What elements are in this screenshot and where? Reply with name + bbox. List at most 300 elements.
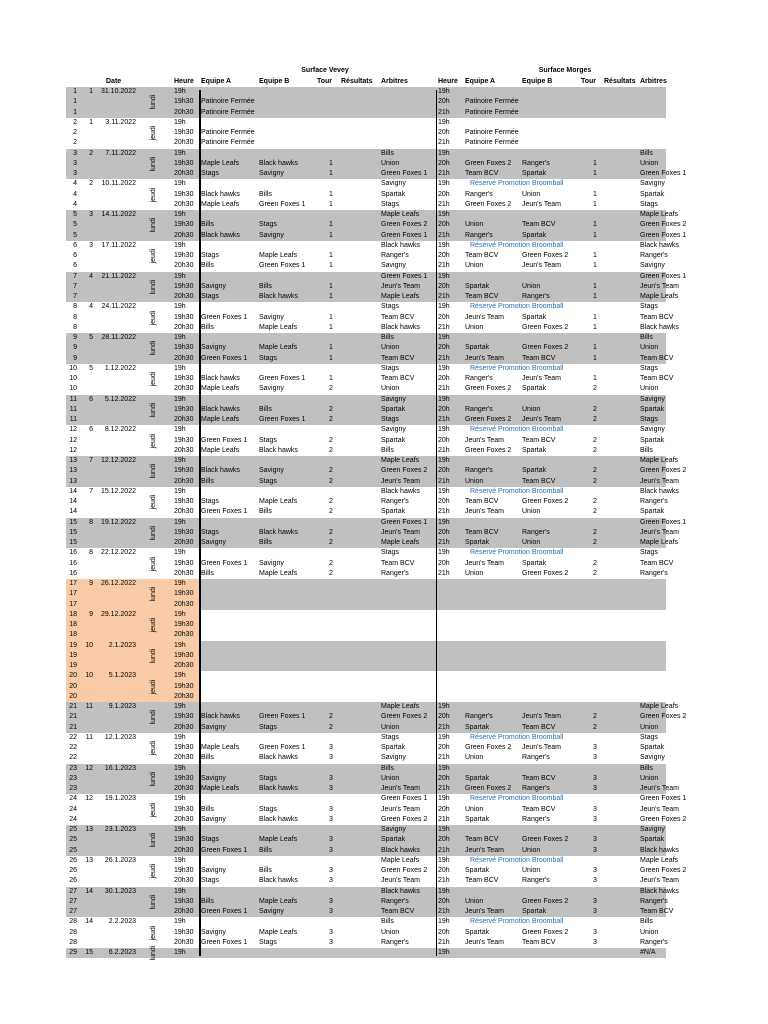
team-b-morges: Green Foxes 2 (522, 344, 569, 352)
header-tour: Tour (317, 78, 333, 85)
team-a-morges (465, 825, 521, 835)
referee-vevey (381, 97, 436, 107)
time-morges: 20h (438, 498, 450, 505)
team-a-vevey: Black hawks (201, 190, 240, 198)
weekday-label: jeudi (150, 863, 157, 879)
header-date: Date (106, 78, 122, 85)
team-b-morges (522, 825, 578, 835)
time-vevey: 19h30 (174, 436, 194, 444)
match-date: 16.1.2023 (104, 764, 136, 772)
time-morges: 19h (438, 703, 450, 710)
match-date: 12.1.2023 (104, 733, 136, 741)
round-vevey: 2 (329, 498, 333, 505)
referee-vevey: Union (381, 723, 400, 731)
referee-morges: Savigny (640, 826, 665, 833)
team-b-morges: Team BCV (522, 436, 556, 444)
referee-morges (640, 579, 695, 589)
team-a-vevey: Savigny (201, 282, 226, 290)
time-morges: 19h (438, 395, 450, 403)
match-number: 10 (69, 375, 77, 382)
team-a-vevey (201, 610, 257, 620)
team-b-morges (522, 600, 578, 610)
referee-morges: Jeun's Team (640, 528, 679, 536)
team-b-vevey (259, 149, 315, 159)
match-number: 4 (73, 180, 77, 188)
team-a-vevey: Stags (201, 528, 219, 536)
time-morges: 20h (438, 313, 450, 321)
referee-morges (640, 641, 695, 651)
team-b-morges: Green Foxes 2 (522, 897, 569, 905)
round-vevey: 1 (329, 293, 333, 300)
team-a-morges (465, 620, 521, 630)
time-vevey: 19h30 (174, 129, 194, 136)
match-date: 5.1.2023 (108, 672, 136, 680)
time-morges: 20h (438, 282, 450, 290)
team-b-morges: Green Foxes 2 (522, 928, 569, 936)
time-morges: 19h (438, 487, 450, 495)
header-equipe-a-morges: Equipe A (465, 78, 496, 85)
referee-morges: Team BCV (640, 313, 674, 321)
team-b-morges (522, 589, 578, 599)
team-b-vevey (259, 887, 315, 897)
team-a-vevey (201, 456, 257, 466)
round-morges: 1 (593, 262, 597, 270)
time-morges: 20h (438, 528, 450, 536)
team-b-vevey: Stags (259, 221, 277, 229)
round-morges (593, 702, 601, 712)
round-morges: 2 (593, 477, 597, 485)
round-vevey (329, 825, 337, 835)
team-b-vevey: Maple Leafs (259, 344, 298, 352)
team-b-vevey (259, 395, 315, 405)
time-vevey: 20h30 (174, 785, 194, 792)
time-morges: 21h (438, 477, 450, 485)
referee-vevey: Savigny (381, 826, 406, 833)
round-vevey: 2 (329, 436, 333, 444)
team-b-morges: Ranger's (522, 785, 550, 792)
referee-vevey: Jeun's Team (381, 805, 420, 813)
team-a-vevey (201, 589, 257, 599)
round-vevey: 1 (329, 313, 333, 321)
match-number: 11 (69, 416, 77, 423)
team-a-vevey: Green Foxes 1 (201, 354, 248, 362)
team-b-vevey (259, 600, 315, 610)
match-number: 20 (69, 672, 77, 680)
match-date: 31.10.2022 (100, 88, 136, 95)
referee-morges: Jeun's Team (640, 477, 679, 485)
time-vevey: 19h (174, 672, 186, 680)
time-morges: 19h (438, 303, 450, 311)
team-a-vevey (201, 302, 257, 312)
round-vevey (329, 702, 337, 712)
referee-vevey: Spartak (381, 405, 406, 413)
referee-vevey: Savigny (381, 426, 406, 434)
match-number: 22 (69, 733, 77, 741)
match-number: 8 (73, 303, 77, 311)
referee-morges (640, 682, 695, 692)
time-morges: 20h (438, 436, 450, 444)
time-vevey: 19h (174, 211, 186, 218)
round-morges: 1 (593, 170, 597, 177)
referee-vevey: Green Foxes 2 (381, 713, 428, 721)
referee-morges: Spartak (640, 836, 665, 844)
round-morges (593, 671, 601, 681)
team-b-morges: Team BCV (522, 774, 556, 782)
team-b-vevey: Maple Leafs (259, 897, 298, 905)
match-number: 7 (73, 293, 77, 300)
team-a-morges (465, 589, 521, 599)
team-a-morges: Team BCV (465, 170, 499, 177)
time-vevey: 20h30 (174, 108, 194, 116)
time-morges: 20h (438, 190, 450, 198)
round-vevey (329, 108, 337, 118)
referee-vevey: Stags (381, 200, 399, 208)
time-vevey: 19h30 (174, 713, 194, 721)
round-vevey: 2 (329, 508, 333, 516)
weekday-label: lundi (150, 771, 157, 787)
team-b-morges (522, 764, 578, 774)
referee-vevey: Spartak (381, 836, 406, 844)
match-date: 26.1.2023 (104, 856, 136, 864)
round-vevey: 2 (329, 477, 333, 485)
time-morges: 20h (438, 252, 450, 259)
match-number: 9 (73, 334, 77, 341)
time-vevey: 19h (174, 580, 186, 587)
round-vevey (329, 579, 337, 589)
team-b-vevey: Bills (259, 190, 272, 198)
team-a-morges (465, 579, 521, 589)
round-vevey: 3 (329, 774, 333, 782)
time-morges: 21h (438, 108, 450, 116)
team-a-vevey: Green Foxes 1 (201, 313, 248, 321)
team-b-morges: Spartak (522, 559, 547, 567)
match-number: 15 (69, 518, 77, 526)
team-b-vevey (259, 702, 315, 712)
round-vevey: 1 (329, 170, 333, 177)
week-number: 10 (85, 672, 93, 680)
team-a-morges: Green Foxes 2 (465, 744, 512, 751)
time-morges (438, 589, 464, 599)
promotion-reserved: Réservé Promotion Broomball (470, 241, 564, 249)
team-a-morges: Patinoire Fermée (465, 129, 519, 136)
team-b-morges (522, 179, 578, 189)
match-number: 6 (73, 252, 77, 259)
match-number: 21 (69, 713, 77, 721)
referee-morges: Bills (640, 764, 653, 772)
match-number: 16 (69, 559, 77, 567)
time-morges: 20h (438, 867, 450, 874)
team-a-morges: Patinoire Fermée (465, 98, 519, 106)
round-vevey: 2 (329, 539, 333, 546)
time-vevey: 19h30 (174, 282, 194, 290)
team-a-morges (465, 682, 521, 692)
promotion-reserved: Réservé Promotion Broomball (470, 303, 564, 311)
round-vevey: 2 (329, 569, 333, 577)
team-a-vevey: Maple Leafs (201, 744, 240, 751)
match-number: 27 (69, 887, 77, 895)
round-morges (593, 272, 601, 282)
team-a-vevey: Maple Leafs (201, 385, 240, 393)
team-a-vevey: Black hawks (201, 467, 240, 475)
match-number: 5 (73, 221, 77, 229)
round-morges: 2 (593, 539, 597, 546)
week-number: 1 (89, 88, 93, 95)
team-a-morges (465, 600, 521, 610)
round-vevey: 1 (329, 159, 333, 167)
round-vevey: 3 (329, 846, 333, 854)
round-morges: 3 (593, 846, 597, 854)
referee-morges: Green Foxes 2 (640, 815, 687, 823)
promotion-reserved: Réservé Promotion Broomball (470, 364, 564, 372)
weekday-label: lundi (150, 402, 157, 418)
team-a-vevey (201, 118, 257, 128)
match-number: 12 (69, 426, 77, 434)
time-vevey: 19h (174, 118, 186, 126)
weekday-label: jeudi (150, 433, 157, 449)
time-vevey: 19h (174, 610, 186, 618)
round-morges (593, 518, 601, 528)
referee-vevey (381, 948, 436, 958)
round-vevey: 3 (329, 867, 333, 874)
team-a-morges (465, 671, 521, 681)
time-vevey: 19h30 (174, 98, 194, 106)
round-vevey (329, 764, 337, 774)
referee-morges: Black hawks (640, 241, 679, 249)
match-date: 3.11.2022 (105, 118, 136, 126)
time-morges: 19h (438, 549, 450, 557)
time-vevey: 19h30 (174, 375, 194, 382)
team-b-vevey (259, 661, 315, 671)
team-a-vevey: Maple Leafs (201, 200, 240, 208)
match-number: 6 (73, 262, 77, 270)
referee-vevey: Black hawks (381, 887, 420, 895)
match-number: 22 (69, 744, 77, 751)
team-b-vevey (259, 692, 315, 702)
referee-vevey: Team BCV (381, 559, 415, 567)
round-vevey: 3 (329, 938, 333, 946)
time-morges: 20h (438, 221, 450, 229)
referee-vevey: Stags (381, 416, 399, 423)
round-vevey (329, 302, 337, 312)
round-vevey: 1 (329, 323, 333, 331)
promotion-reserved: Réservé Promotion Broomball (470, 856, 564, 864)
team-b-morges (522, 302, 578, 312)
team-b-morges (522, 702, 578, 712)
time-morges: 21h (438, 723, 450, 731)
round-morges: 3 (593, 867, 597, 874)
referee-morges: Bills (640, 446, 653, 454)
week-number: 13 (85, 826, 93, 833)
team-a-vevey (201, 620, 257, 630)
team-a-vevey (201, 518, 257, 528)
referee-vevey: Spartak (381, 190, 406, 198)
team-a-vevey: Stags (201, 498, 219, 505)
time-vevey: 19h30 (174, 805, 194, 813)
team-b-vevey (259, 589, 315, 599)
team-a-vevey: Maple Leafs (201, 416, 240, 423)
referee-vevey: Spartak (381, 744, 406, 751)
round-vevey (329, 138, 337, 148)
time-morges: 19h (438, 118, 450, 126)
team-a-morges (465, 661, 521, 671)
referee-morges: Green Foxes 2 (640, 221, 687, 229)
round-vevey: 1 (329, 344, 333, 352)
team-a-vevey: Stags (201, 877, 219, 885)
match-number: 9 (73, 344, 77, 352)
time-vevey: 19h (174, 949, 186, 956)
referee-morges: Stags (640, 303, 658, 311)
team-a-vevey: Savigny (201, 723, 226, 731)
referee-vevey: Green Foxes 2 (381, 867, 428, 874)
round-morges (593, 456, 601, 466)
team-a-morges: Jeun's Team (465, 559, 504, 567)
team-b-vevey: Maple Leafs (259, 498, 298, 505)
round-morges: 1 (593, 375, 597, 382)
team-a-morges: Jeun's Team (465, 354, 504, 362)
round-morges: 3 (593, 815, 597, 823)
time-vevey: 19h (174, 272, 186, 280)
team-b-morges: Union (522, 846, 541, 854)
team-a-vevey: Savigny (201, 928, 226, 936)
time-morges: 21h (438, 938, 450, 946)
time-vevey: 19h (174, 703, 186, 710)
time-vevey: 20h30 (174, 200, 194, 208)
round-morges (593, 764, 601, 774)
round-morges (593, 692, 601, 702)
team-b-vevey: Black hawks (259, 754, 298, 762)
match-date: 9.1.2023 (108, 703, 136, 710)
match-date: 28.11.2022 (101, 334, 136, 341)
team-a-vevey: Bills (201, 897, 214, 905)
referee-vevey: Union (381, 774, 400, 782)
referee-morges: Savigny (640, 180, 665, 188)
week-number: 11 (85, 733, 93, 741)
match-date: 8.12.2022 (104, 426, 136, 434)
time-morges: 20h (438, 928, 450, 936)
round-vevey (329, 856, 337, 866)
time-vevey: 20h30 (174, 446, 194, 454)
team-b-morges (522, 210, 578, 220)
referee-morges: Green Foxes 2 (640, 867, 687, 874)
team-b-morges: Spartak (522, 313, 547, 321)
team-a-vevey (201, 641, 257, 651)
time-vevey: 20h30 (174, 539, 194, 546)
team-a-vevey (201, 333, 257, 343)
round-vevey (329, 600, 337, 610)
time-morges: 19h (438, 826, 450, 833)
referee-morges (640, 671, 695, 681)
round-morges (593, 548, 601, 558)
week-number: 12 (85, 795, 93, 803)
referee-vevey: Black hawks (381, 241, 420, 249)
referee-vevey (381, 118, 436, 128)
round-vevey (329, 671, 337, 681)
time-vevey: 19h30 (174, 344, 194, 352)
team-a-morges: Ranger's (465, 231, 493, 239)
referee-vevey: Spartak (381, 436, 406, 444)
round-morges: 1 (593, 200, 597, 208)
weekday-label: jeudi (150, 125, 157, 141)
referee-morges: Maple Leafs (640, 211, 679, 218)
round-morges: 2 (593, 508, 597, 516)
time-morges (438, 600, 464, 610)
team-a-morges: Jeun's Team (465, 436, 504, 444)
round-morges (593, 825, 601, 835)
team-a-morges: Ranger's (465, 405, 493, 413)
team-b-morges (522, 518, 578, 528)
match-number: 24 (69, 815, 77, 823)
week-number: 2 (89, 149, 93, 157)
weekday-label: jeudi (150, 494, 157, 510)
team-b-vevey: Savigny (259, 170, 284, 177)
team-b-morges: Spartak (522, 385, 547, 393)
round-morges: 2 (593, 569, 597, 577)
match-date: 2.2.2023 (108, 918, 136, 926)
divider-morges (436, 90, 437, 956)
referee-morges: Maple Leafs (640, 539, 679, 546)
team-b-vevey: Green Foxes 1 (259, 744, 306, 751)
match-date: 12.12.2022 (100, 457, 136, 464)
team-b-morges (522, 108, 578, 118)
team-a-vevey: Savigny (201, 815, 226, 823)
match-number: 21 (69, 703, 77, 710)
time-morges: 21h (438, 754, 450, 762)
team-b-morges: Union (522, 539, 541, 546)
time-morges (438, 682, 464, 692)
round-morges: 1 (593, 159, 597, 167)
team-b-morges: Jeun's Team (522, 416, 561, 423)
time-morges: 20h (438, 129, 450, 136)
time-morges: 20h (438, 467, 450, 475)
header-tour-morges: Tour (581, 78, 597, 85)
time-morges: 21h (438, 815, 450, 823)
referee-vevey: Green Foxes 1 (381, 795, 428, 803)
round-morges: 2 (593, 416, 597, 423)
team-b-vevey: Stags (259, 477, 277, 485)
team-a-vevey: Patinoire Fermée (201, 129, 255, 136)
week-number: 3 (89, 241, 93, 249)
time-morges: 19h (438, 949, 450, 956)
team-a-morges: Green Foxes 2 (465, 200, 512, 208)
referee-vevey: Maple Leafs (381, 293, 420, 300)
team-a-morges: Jeun's Team (465, 508, 504, 516)
team-a-morges (465, 210, 521, 220)
time-morges: 21h (438, 846, 450, 854)
referee-morges: Team BCV (640, 559, 674, 567)
time-vevey: 20h30 (174, 508, 194, 516)
promotion-reserved: Réservé Promotion Broomball (470, 733, 564, 741)
team-b-vevey: Bills (259, 405, 272, 413)
referee-morges (640, 661, 695, 671)
team-a-vevey (201, 856, 257, 866)
time-vevey: 19h (174, 334, 186, 341)
team-b-morges: Ranger's (522, 877, 550, 885)
time-vevey: 19h (174, 149, 186, 157)
referee-vevey: Bills (381, 918, 394, 926)
team-b-vevey (259, 630, 315, 640)
team-b-morges (522, 138, 578, 148)
team-a-vevey: Savigny (201, 344, 226, 352)
round-morges (593, 589, 601, 599)
team-b-vevey: Stags (259, 723, 277, 731)
time-vevey: 19h30 (174, 621, 194, 628)
team-b-vevey (259, 487, 315, 497)
team-b-morges (522, 948, 578, 958)
team-a-morges: Spartak (465, 928, 490, 936)
round-morges (593, 856, 601, 866)
team-a-vevey: Stags (201, 293, 219, 300)
team-a-vevey (201, 692, 257, 702)
